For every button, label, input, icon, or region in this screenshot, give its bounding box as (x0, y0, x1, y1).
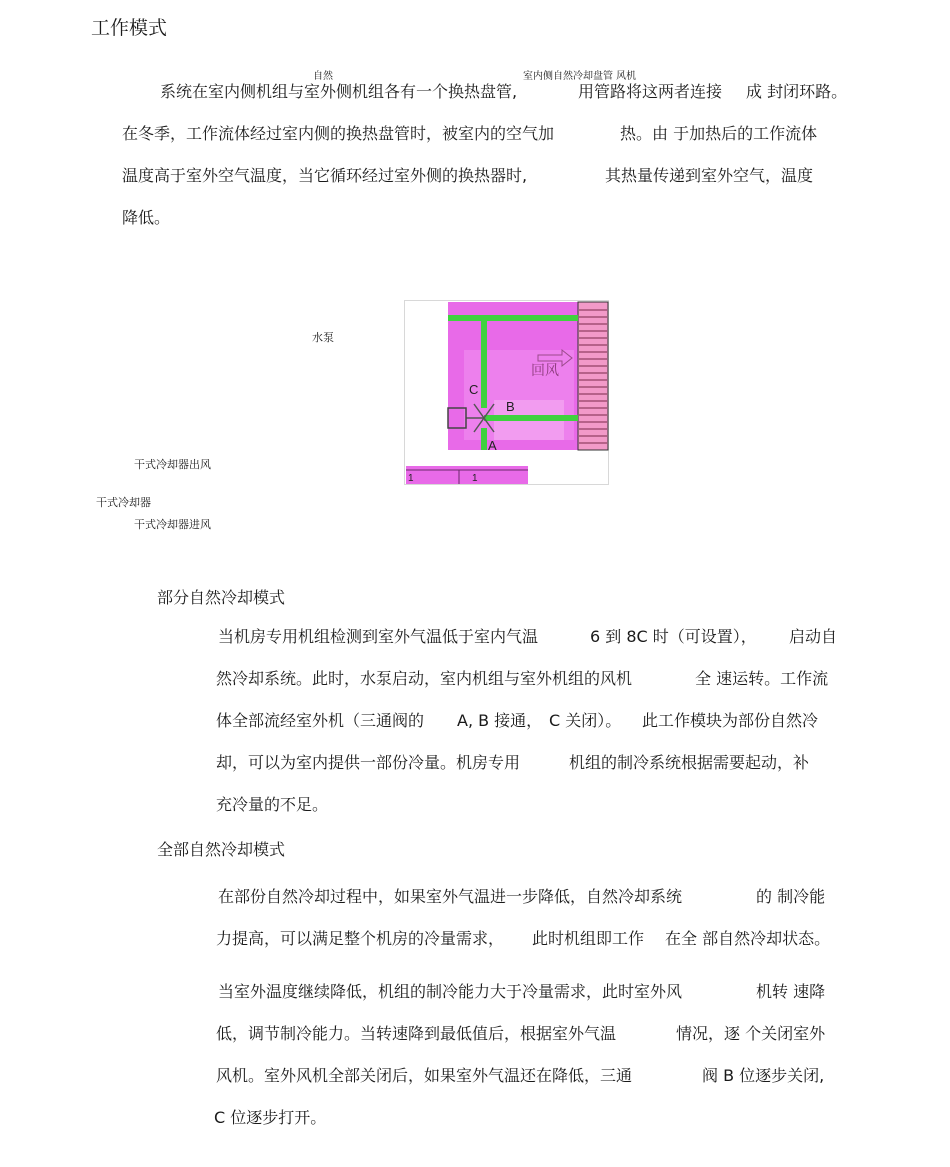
valve-label-b: B (506, 399, 515, 414)
intro-line: 系统在室内侧机组与室外侧机组各有一个换热盘管, (160, 82, 518, 101)
label-return-air: 回风 (531, 363, 559, 379)
strip-label: 1 (472, 473, 478, 484)
full-line: 在全 部自然冷却状态。 (665, 929, 831, 948)
intro-line: 热。由 于加热后的工作流体 (620, 124, 818, 143)
full-line: 阀 B 位逐步关闭, (702, 1066, 825, 1085)
full-line: 风机。室外风机全部关闭后，如果室外气温还在降低，三通 (216, 1066, 633, 1085)
intro-line: 降低。 (122, 208, 171, 227)
partial-line: 体全部流经室外机（三通阀的 (216, 711, 425, 730)
partial-line: A, B 接通， (457, 711, 543, 730)
intro-line: 在冬季，工作流体经过室内侧的换热盘管时，被室内的空气加 (122, 124, 555, 143)
page-title: 工作模式 (91, 17, 168, 39)
partial-line: 全 速运转。工作流 (695, 669, 829, 688)
diagram-svg (404, 300, 609, 485)
full-line: 机转 速降 (756, 982, 826, 1001)
full-line: 情况，逐 个关闭室外 (676, 1024, 826, 1043)
full-line: 的 制冷能 (756, 887, 826, 906)
partial-line: C 关闭）。 (549, 711, 622, 730)
full-line: 力提高，可以满足整个机房的冷量需求， (216, 929, 505, 948)
partial-line: 却，可以为室内提供一部份冷量。机房专用 (216, 753, 521, 772)
intro-line: 成 封闭环路。 (746, 82, 848, 101)
heading-full-mode: 全部自然冷却模式 (157, 840, 286, 859)
intro-line: 温度高于室外空气温度，当它循环经过室外侧的换热器时, (122, 166, 528, 185)
label-pump: 水泵 (312, 331, 334, 344)
label-dry-cooler: 干式冷却器 (96, 496, 151, 509)
partial-line: 此工作模块为部份自然冷 (642, 711, 819, 730)
intro-line: 用管路将这两者连接 (578, 82, 723, 101)
full-line: C 位逐步打开。 (214, 1108, 327, 1127)
partial-line: 充冷量的不足。 (216, 795, 329, 814)
valve-label-c: C (469, 382, 479, 397)
heading-partial-mode: 部分自然冷却模式 (157, 588, 286, 607)
intro-line: 其热量传递到室外空气，温度 (605, 166, 814, 185)
note-coil-fan: 室内侧自然冷却盘管 风机 (523, 71, 637, 82)
full-line: 在部份自然冷却过程中，如果室外气温进一步降低，自然冷却系统 (218, 887, 683, 906)
cooling-diagram (404, 300, 609, 485)
label-dry-cooler-outlet: 干式冷却器出风 (134, 458, 211, 471)
full-line: 此时机组即工作 (532, 929, 645, 948)
valve-label-a: A (488, 438, 497, 453)
partial-line: 然冷却系统。此时，水泵启动，室内机组与室外机组的风机 (216, 669, 633, 688)
label-dry-cooler-inlet: 干式冷却器进风 (134, 518, 211, 531)
note-ziran: 自然 (313, 71, 333, 82)
full-line: 低，调节制冷能力。当转速降到最低值后，根据室外气温 (216, 1024, 617, 1043)
strip-label: 1 (408, 473, 414, 484)
partial-line: 机组的制冷系统根据需要起动，补 (569, 753, 810, 772)
full-line: 当室外温度继续降低，机组的制冷能力大于冷量需求，此时室外风 (218, 982, 683, 1001)
partial-line: 当机房专用机组检测到室外气温低于室内气温 (218, 627, 539, 646)
bottom-strip (406, 466, 528, 484)
partial-line: 启动自 (789, 627, 838, 646)
partial-line: 6 到 8C 时（可设置）， (590, 627, 757, 646)
